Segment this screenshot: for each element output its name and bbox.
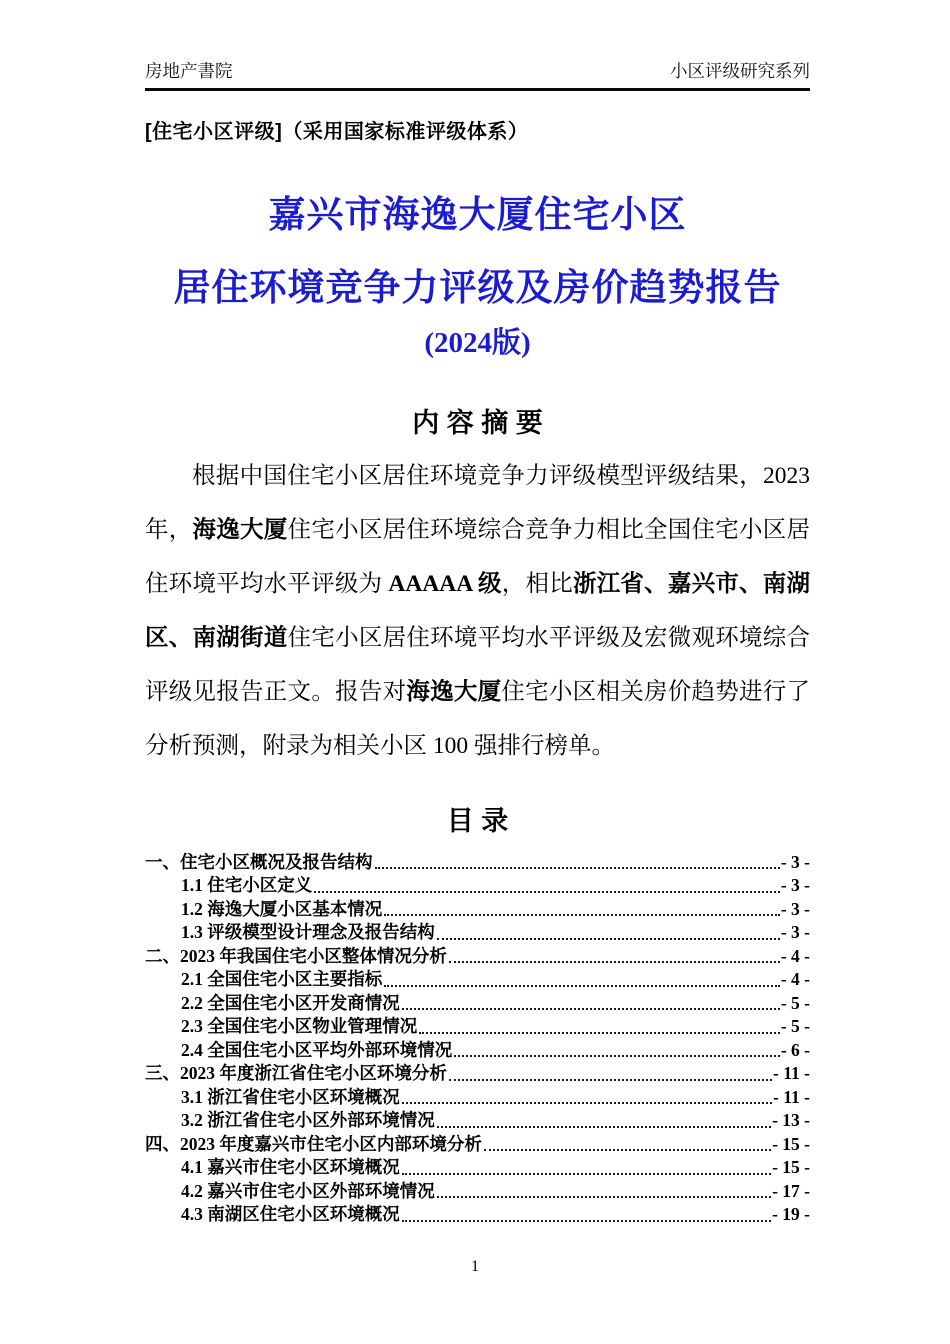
toc-entry-label: 4.3 南湖区住宅小区环境概况 bbox=[181, 1204, 400, 1225]
summary-segment: ，相比 bbox=[501, 570, 573, 597]
toc-row bbox=[145, 1039, 810, 1063]
toc-entry-page: - 19 - bbox=[772, 1204, 810, 1225]
toc-entry-label: 2.1 全国住宅小区主要指标 bbox=[181, 969, 383, 990]
toc-list bbox=[145, 851, 810, 1227]
toc-dot-leader bbox=[314, 891, 780, 893]
toc-entry-label: 1.2 海逸大厦小区基本情况 bbox=[181, 898, 383, 919]
toc-dot-leader bbox=[437, 938, 780, 940]
toc-entry-page: - 3 - bbox=[780, 922, 810, 943]
page-footer bbox=[0, 1258, 950, 1276]
toc-entry-page: - 11 - bbox=[773, 1063, 810, 1084]
toc-entry-label: 2.4 全国住宅小区平均外部环境情况 bbox=[181, 1039, 453, 1060]
toc-row bbox=[145, 945, 810, 969]
toc-entry-page: - 15 - bbox=[772, 1157, 810, 1178]
page-header bbox=[145, 0, 810, 91]
toc-dot-leader bbox=[402, 1008, 780, 1010]
page-number: 1 bbox=[471, 1258, 479, 1275]
toc-entry-page: - 6 - bbox=[780, 1039, 810, 1060]
report-title-line2: 居住环境竞争力评级及房价趋势报告 bbox=[173, 267, 782, 309]
toc-entry-label: 4.1 嘉兴市住宅小区环境概况 bbox=[181, 1157, 400, 1178]
summary-segment: 住宅小区居住环境综合竞争力相比全国住宅小区居住环境平均水平评级为 bbox=[145, 516, 811, 597]
toc-row bbox=[145, 921, 810, 945]
toc-dot-leader bbox=[384, 985, 780, 987]
toc-entry-page: - 13 - bbox=[772, 1110, 810, 1131]
summary-segment: 住宅小区相关房价趋势进行了分析预测，附录为相关小区 100 强排行榜单。 bbox=[145, 678, 811, 759]
toc-entry-label: 一、住宅小区概况及报告结构 bbox=[145, 851, 373, 872]
toc-row bbox=[145, 1062, 810, 1086]
toc-entry-label: 二、2023 年我国住宅小区整体情况分析 bbox=[145, 945, 447, 966]
toc-entry-page: - 15 - bbox=[772, 1133, 810, 1154]
toc-entry-label: 三、2023 年度浙江省住宅小区环境分析 bbox=[145, 1063, 447, 1084]
summary-heading: 内 容 摘 要 bbox=[412, 407, 543, 438]
toc-row bbox=[145, 968, 810, 992]
toc-entry-label: 3.1 浙江省住宅小区环境概况 bbox=[181, 1086, 400, 1107]
toc-dot-leader bbox=[449, 961, 780, 963]
toc-row bbox=[145, 1203, 810, 1227]
toc-entry-label: 1.3 评级模型设计理念及报告结构 bbox=[181, 922, 435, 943]
toc-entry-page: - 4 - bbox=[780, 945, 810, 966]
summary-segment: 住宅小区居住环境平均水平评级及宏微观环境综合评级见报告正文。报告对 bbox=[145, 624, 811, 705]
toc-dot-leader bbox=[402, 1173, 771, 1175]
toc-entry-label: 2.3 全国住宅小区物业管理情况 bbox=[181, 1016, 418, 1037]
toc-row bbox=[145, 1015, 810, 1039]
toc-entry-label: 1.1 住宅小区定义 bbox=[181, 875, 313, 896]
toc-dot-leader bbox=[384, 914, 780, 916]
toc-dot-leader bbox=[454, 1055, 780, 1057]
toc-row bbox=[145, 1086, 810, 1110]
summary-segment: 浙江省、嘉兴市、南湖区、南湖街道 bbox=[145, 570, 811, 651]
toc-entry-label: 四、2023 年度嘉兴市住宅小区内部环境分析 bbox=[145, 1133, 482, 1154]
toc-row bbox=[145, 1133, 810, 1157]
summary-paragraph bbox=[145, 449, 810, 773]
summary-segment: 海逸大厦 bbox=[192, 516, 288, 543]
toc-row bbox=[145, 851, 810, 875]
report-title-block bbox=[145, 194, 810, 361]
toc-dot-leader bbox=[419, 1032, 780, 1034]
toc-row bbox=[145, 898, 810, 922]
toc-entry-label: 3.2 浙江省住宅小区外部环境情况 bbox=[181, 1110, 435, 1131]
summary-segment: 海逸大厦 bbox=[406, 678, 502, 705]
toc-entry-page: - 3 - bbox=[780, 875, 810, 896]
toc-entry-page: - 11 - bbox=[773, 1086, 810, 1107]
toc-dot-leader bbox=[484, 1149, 771, 1151]
toc-entry-page: - 5 - bbox=[780, 1016, 810, 1037]
toc-entry-label: 4.2 嘉兴市住宅小区外部环境情况 bbox=[181, 1180, 435, 1201]
toc-heading: 目 录 bbox=[446, 805, 509, 836]
toc-row bbox=[145, 1156, 810, 1180]
toc-entry-label: 2.2 全国住宅小区开发商情况 bbox=[181, 992, 400, 1013]
toc-dot-leader bbox=[402, 1102, 772, 1104]
toc-row bbox=[145, 1180, 810, 1204]
toc-row bbox=[145, 992, 810, 1016]
toc-dot-leader bbox=[437, 1126, 771, 1128]
summary-segment: AAAAA 级 bbox=[388, 570, 502, 597]
header-right-text: 小区评级研究系列 bbox=[670, 61, 810, 81]
toc-dot-leader bbox=[449, 1079, 772, 1081]
toc-row bbox=[145, 874, 810, 898]
toc-dot-leader bbox=[437, 1196, 771, 1198]
toc-row bbox=[145, 1109, 810, 1133]
toc-entry-page: - 17 - bbox=[772, 1180, 810, 1201]
rating-series-tagline: [住宅小区评级]（采用国家标准评级体系） bbox=[145, 121, 529, 143]
toc-entry-page: - 3 - bbox=[780, 898, 810, 919]
toc-dot-leader bbox=[402, 1220, 771, 1222]
toc-entry-page: - 4 - bbox=[780, 969, 810, 990]
summary-segment: 根据中国住宅小区居住环境竞争力评级模型评级结果，2023 年， bbox=[145, 462, 810, 543]
report-title-edition: (2024版) bbox=[424, 327, 531, 360]
toc-entry-page: - 5 - bbox=[780, 992, 810, 1013]
header-left-text: 房地产書院 bbox=[145, 61, 233, 81]
toc-dot-leader bbox=[375, 867, 780, 869]
report-title-line1: 嘉兴市海逸大厦住宅小区 bbox=[268, 195, 687, 236]
toc-entry-page: - 3 - bbox=[780, 851, 810, 872]
